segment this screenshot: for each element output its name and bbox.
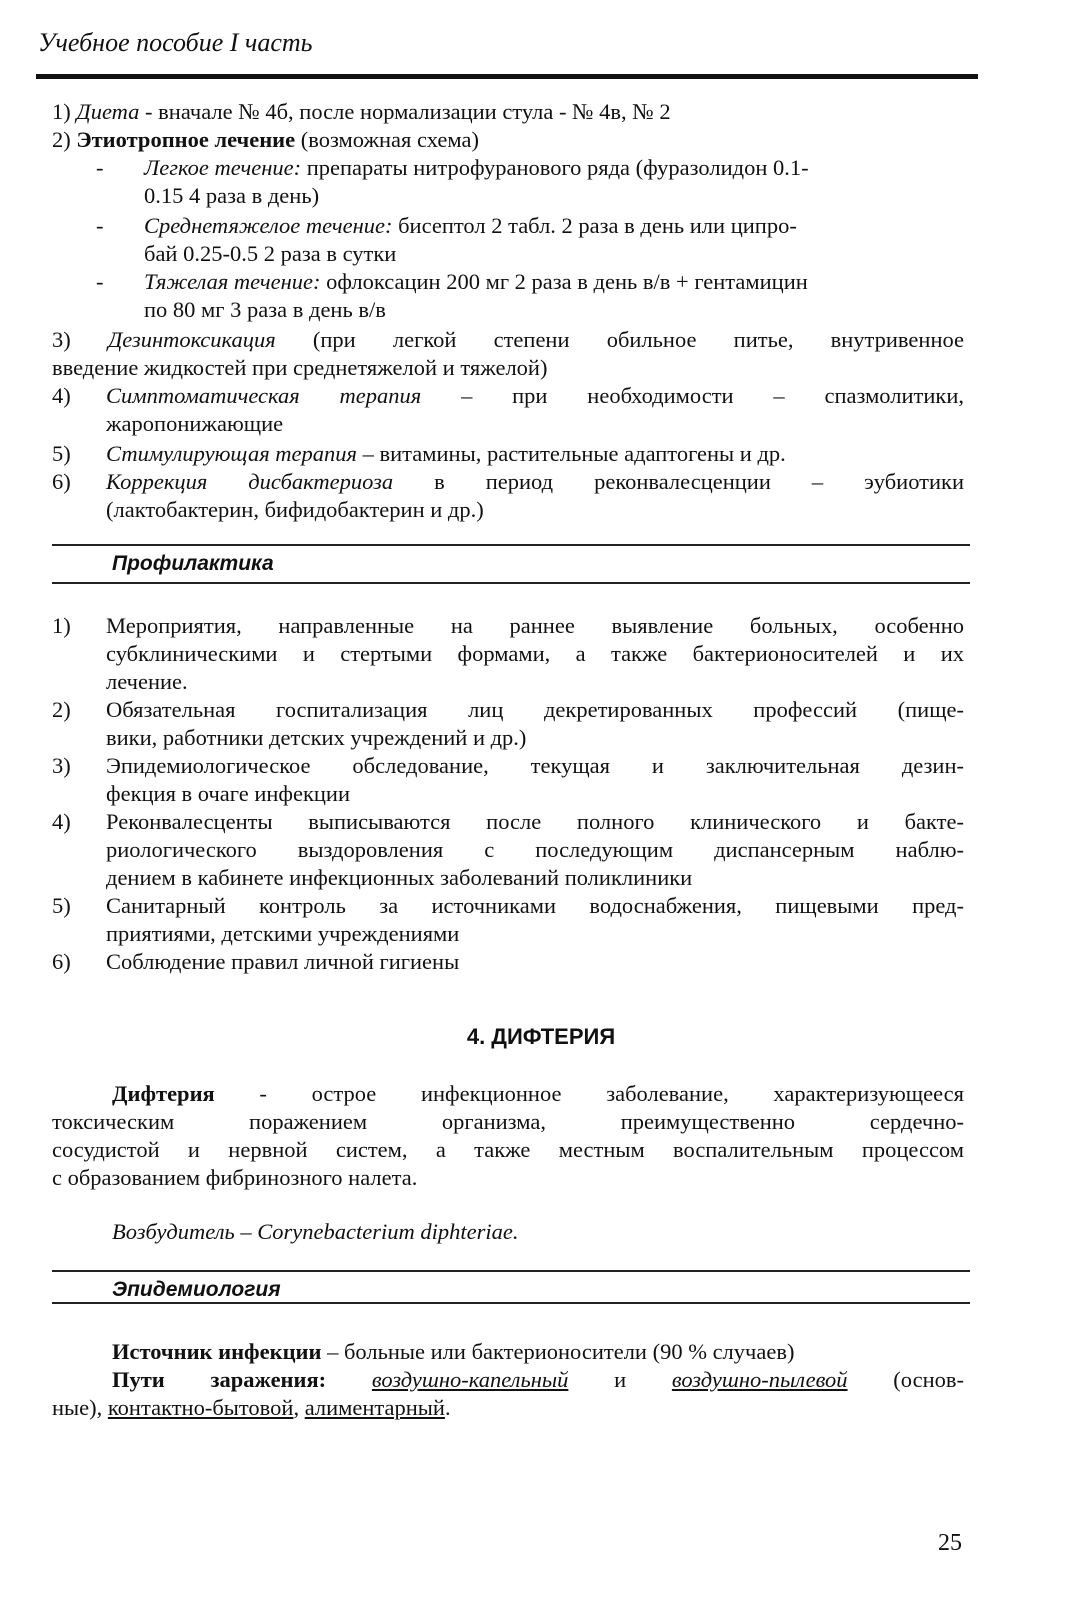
treatment-item-6-num: 6) (52, 469, 71, 494)
prevention-item-5-line-1: Санитарный контроль за источниками водоснабжения, пищевыми пред- (106, 893, 964, 918)
prevention-item-6-line-1: Соблюдение правил личной гигиены (106, 949, 460, 974)
prevention-item-2-line-1: Обязательная госпитализация лиц декретированных профессий (пище- (106, 697, 964, 722)
prevention-item-3-line-2: фекция в очаге инфекции (106, 781, 351, 806)
treatment-bullet-1-cont: 0.15 4 раза в день) (144, 183, 320, 208)
treatment-item-3: 3) Дезинтоксикация (при легкой степени обильное питье, внутривенное (52, 327, 965, 352)
prevention-item-4-line-3: дением в кабинете инфекционных заболеваний поликлиники (106, 865, 693, 890)
definition-line-1: Дифтерия - острое инфекционное заболевание, характеризующееся (112, 1081, 964, 1106)
section-rule-top (52, 544, 970, 546)
treatment-item-5: Стимулирующая терапия – витамины, растительные адаптогены и др. (106, 441, 786, 466)
prevention-item-4-line-2: риологического выздоровления с последующим диспансерным наблю- (106, 837, 964, 862)
definition-line-2: токсическим поражением организма, преимущественно сердечно- (52, 1109, 964, 1134)
treatment-item-5-num: 5) (52, 441, 71, 466)
prevention-item-1-line-3: лечение. (106, 669, 188, 694)
prevention-item-2-num: 2) (52, 697, 71, 722)
running-header: Учебное пособие I часть (38, 28, 313, 57)
transmission-routes-line-1: Пути заражения: воздушно-капельный и воздушно-пылевой (основ- (112, 1367, 964, 1392)
prevention-item-5-num: 5) (52, 893, 71, 918)
prevention-item-4-num: 4) (52, 809, 71, 834)
prevention-item-1-line-2: субклиническими и стертыми формами, а также бактерионосителей и их (106, 641, 964, 666)
section-title-epidemiology: Эпидемиология (112, 1278, 281, 1301)
prevention-item-3-line-1: Эпидемиологическое обследование, текущая и заключительная дезин- (106, 753, 964, 778)
treatment-item-6-cont: (лактобактерин, бифидобактерин и др.) (106, 497, 484, 522)
infection-source-line: Источник инфекции – больные или бактерионосители (90 % случаев) (112, 1339, 795, 1364)
prevention-item-3-num: 3) (52, 753, 71, 778)
treatment-item-2: 2) Этиотропное лечение (возможная схема) (52, 127, 479, 152)
prevention-item-4-line-1: Реконвалесценты выписываются после полного клинического и бакте- (106, 809, 964, 834)
treatment-item-1: 1) Диета - вначале № 4б, после нормализации стула - № 4в, № 2 (52, 99, 671, 124)
treatment-bullet-3-cont: по 80 мг 3 раза в день в/в (144, 297, 386, 322)
section-title-prevention: Профилактика (112, 552, 274, 575)
treatment-item-4: Симптоматическая терапия – при необходимости – спазмолитики, (106, 383, 964, 408)
treatment-item-6: Коррекция дисбактериоза в период реконвалесценции – эубиотики (106, 469, 965, 494)
treatment-bullet-3: - Тяжелая течение: офлоксацин 200 мг 2 раза в день в/в + гентамицин (96, 269, 808, 294)
transmission-routes-line-2: ные), контактно-бытовой, алиментарный. (52, 1395, 451, 1420)
definition-line-3: сосудистой и нервной систем, а также местным воспалительным процессом (52, 1137, 964, 1162)
definition-line-4: с образованием фибринозного налета. (52, 1165, 418, 1190)
treatment-item-3-cont: введение жидкостей при среднетяжелой и тяжелой) (52, 355, 548, 380)
prevention-item-5-line-2: приятиями, детскими учреждениями (106, 921, 460, 946)
prevention-item-1-line-1: Мероприятия, направленные на раннее выявление больных, особенно (106, 613, 964, 638)
treatment-bullet-1: - Легкое течение: препараты нитрофуранового ряда (фуразолидон 0.1- (96, 155, 809, 180)
prevention-item-6-num: 6) (52, 949, 71, 974)
prevention-item-2-line-2: вики, работники детских учреждений и др.) (106, 725, 527, 750)
treatment-bullet-2: - Среднетяжелое течение: бисептол 2 табл. 2 раза в день или ципро- (96, 213, 797, 238)
section-rule-bottom-2 (52, 1302, 970, 1304)
section-rule-top-2 (52, 1270, 970, 1272)
page-number: 25 (938, 1530, 962, 1556)
treatment-item-4-cont: жаропонижающие (106, 411, 284, 436)
chapter-title: 4. ДИФТЕРИЯ (466, 1024, 616, 1049)
pathogen-line: Возбудитель – Corynebacterium diphteriae. (112, 1219, 519, 1244)
treatment-item-4-num: 4) (52, 383, 71, 408)
section-rule-bottom (52, 582, 970, 584)
header-rule (36, 74, 978, 79)
treatment-bullet-2-cont: бай 0.25-0.5 2 раза в сутки (144, 241, 397, 266)
prevention-item-1-num: 1) (52, 613, 71, 638)
